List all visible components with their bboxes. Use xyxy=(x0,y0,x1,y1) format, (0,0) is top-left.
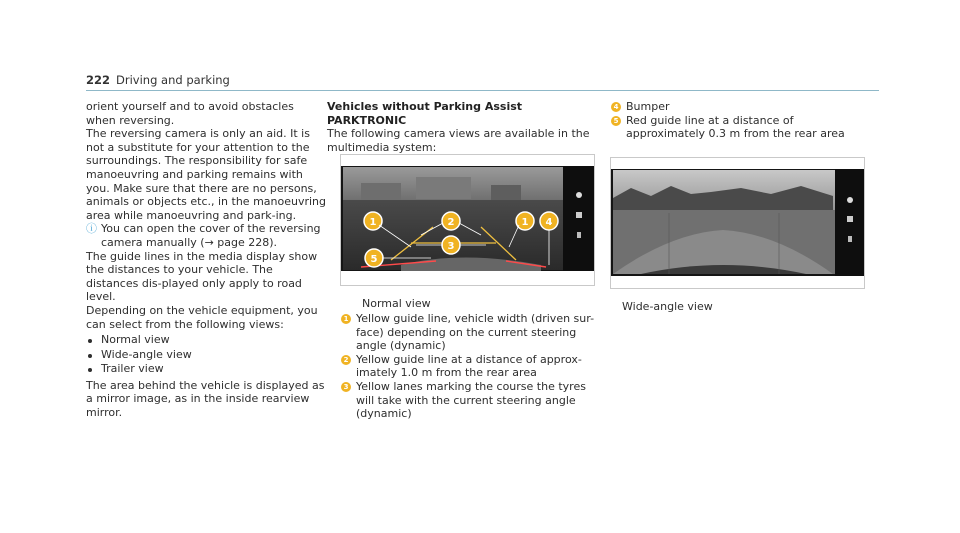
legend-number: 2 xyxy=(341,355,351,365)
legend-normal xyxy=(341,312,601,421)
column-left xyxy=(86,100,326,419)
callout-label: 5 xyxy=(370,254,378,265)
section-heading: Vehicles without Parking Assist PARKTRONIC xyxy=(327,100,523,127)
figure-caption: Wide-angle view xyxy=(622,300,713,313)
callout-label: 3 xyxy=(447,241,455,252)
page-header xyxy=(86,73,230,87)
callout-label: 1 xyxy=(521,217,529,228)
callout-label: 2 xyxy=(447,217,455,228)
column-middle xyxy=(327,100,597,154)
list-item: Wide-angle view xyxy=(86,348,326,363)
camera-image-wide xyxy=(611,158,864,288)
header-divider xyxy=(86,90,879,91)
legend-item xyxy=(611,100,871,114)
camera-figure-normal xyxy=(340,154,595,286)
page-number: 222 xyxy=(86,73,111,87)
legend-number: 4 xyxy=(611,102,621,112)
figure-caption: Normal view xyxy=(362,297,431,310)
views-list xyxy=(86,333,326,377)
paragraph: The guide lines in the media display show the distances to your vehicle. The distances dis-played only apply to road level. xyxy=(86,249,318,304)
list-item: Trailer view xyxy=(86,362,326,377)
legend-item xyxy=(341,353,601,380)
legend-number: 1 xyxy=(341,314,351,324)
paragraph: The following camera views are available in the multimedia system: xyxy=(327,127,590,154)
column-right xyxy=(611,100,871,141)
paragraph: The area behind the vehicle is displayed as a mirror image, as in the inside rearview mirror. xyxy=(86,378,325,419)
note-text: You can open the cover of the reversing camera manually (→ page 228). xyxy=(101,222,321,249)
section-title: Driving and parking xyxy=(116,73,230,87)
legend-text: Red guide line at a distance of approximately 0.3 m from the rear area xyxy=(626,113,845,141)
paragraph: orient yourself and to avoid obstacles when reversing. xyxy=(86,100,294,127)
info-icon: ⓘ xyxy=(86,222,97,236)
paragraph: The reversing camera is only an aid. It is not a substitute for your attention to the surroundings. The responsibility for safe manoeuvring and parking remains with you. Make sure that there are no persons, animals or objects etc., in the manoeuvring area while manoeuvring and park-ing. xyxy=(86,127,327,222)
legend-text: Yellow lanes marking the course the tyres will take with the current steering angle (dynamic) xyxy=(356,379,586,421)
camera-figure-wide xyxy=(610,157,865,289)
callout-label: 4 xyxy=(545,217,553,228)
legend-number: 5 xyxy=(611,116,621,126)
list-item: Normal view xyxy=(86,333,326,348)
legend-number: 3 xyxy=(341,382,351,392)
legend-text: Bumper xyxy=(626,100,670,113)
legend-item xyxy=(611,114,871,141)
legend-item xyxy=(341,380,601,421)
legend-text: Yellow guide line, vehicle width (driven sur-face) depending on the current steering angle (dynamic) xyxy=(356,312,595,353)
paragraph: Depending on the vehicle equipment, you can select from the following views: xyxy=(86,303,318,331)
legend-item xyxy=(341,312,601,353)
camera-image-normal xyxy=(341,155,594,285)
info-note xyxy=(86,222,326,249)
legend-text: Yellow guide line at a distance of approx-imately 1.0 m from the rear area xyxy=(356,352,582,380)
callout-label: 1 xyxy=(369,217,377,228)
